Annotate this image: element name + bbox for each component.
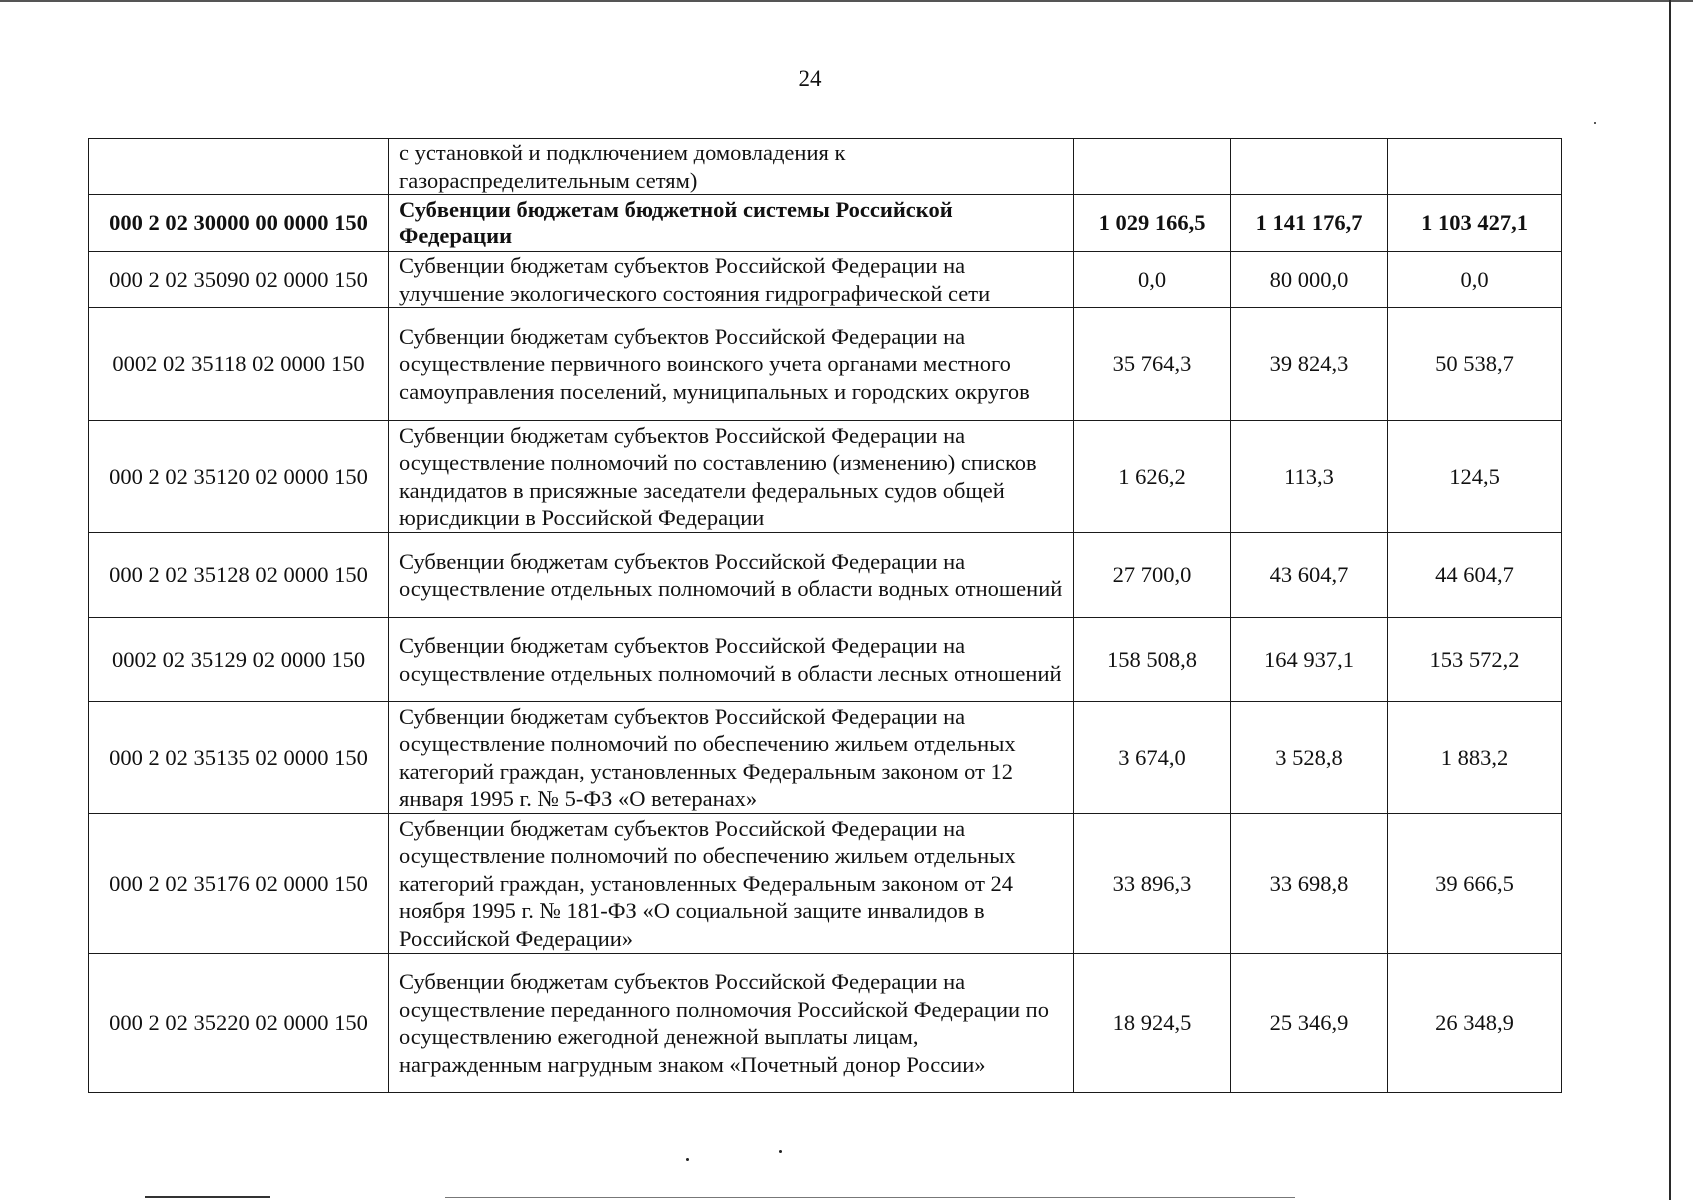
table-row: [89, 533, 1562, 618]
value-cell-1: [1074, 139, 1231, 195]
description-cell: Субвенции бюджетам субъектов Российской Федерации на осуществление первичного воинского учета органами местного самоуправления поселений, муниципальных и городских округов: [389, 308, 1074, 421]
scan-mark-bottom-left: [145, 1196, 270, 1198]
table-row: [89, 421, 1562, 533]
value-cell-2: [1231, 139, 1388, 195]
scan-edge-top: [0, 0, 1693, 2]
table-row: [89, 814, 1562, 954]
value-cell-3: 1 883,2: [1388, 702, 1562, 814]
description-cell: Субвенции бюджетам бюджетной системы Российской Федерации: [389, 195, 1074, 252]
value-cell-3: 0,0: [1388, 252, 1562, 308]
budget-code-cell: 000 2 02 35090 02 0000 150: [89, 252, 389, 308]
budget-code-cell: 000 2 02 35128 02 0000 150: [89, 533, 389, 618]
description-cell: Субвенции бюджетам субъектов Российской Федерации на осуществление отдельных полномочий в области лесных отношений: [389, 618, 1074, 702]
scan-mark-bottom-center: [445, 1197, 1295, 1198]
table-row: [89, 139, 1562, 195]
budget-code-cell: 0002 02 35129 02 0000 150: [89, 618, 389, 702]
value-cell-3: 153 572,2: [1388, 618, 1562, 702]
table-row: [89, 195, 1562, 252]
table-body: [89, 139, 1562, 1093]
value-cell-2: 25 346,9: [1231, 954, 1388, 1093]
value-cell-3: [1388, 139, 1562, 195]
value-cell-1: 1 029 166,5: [1074, 195, 1231, 252]
table-row: [89, 252, 1562, 308]
value-cell-1: 3 674,0: [1074, 702, 1231, 814]
value-cell-3: 44 604,7: [1388, 533, 1562, 618]
value-cell-2: 1 141 176,7: [1231, 195, 1388, 252]
table-row: [89, 618, 1562, 702]
description-cell: Субвенции бюджетам субъектов Российской Федерации на осуществление отдельных полномочий в области водных отношений: [389, 533, 1074, 618]
value-cell-1: 18 924,5: [1074, 954, 1231, 1093]
budget-code-cell: 000 2 02 35120 02 0000 150: [89, 421, 389, 533]
value-cell-1: 0,0: [1074, 252, 1231, 308]
budget-code-cell: [89, 139, 389, 195]
value-cell-3: 26 348,9: [1388, 954, 1562, 1093]
budget-code-cell: 000 2 02 30000 00 0000 150: [89, 195, 389, 252]
value-cell-2: 43 604,7: [1231, 533, 1388, 618]
value-cell-2: 113,3: [1231, 421, 1388, 533]
table-row: [89, 954, 1562, 1093]
description-cell: Субвенции бюджетам субъектов Российской Федерации на улучшение экологического состояния гидрографической сети: [389, 252, 1074, 308]
budget-code-cell: 0002 02 35118 02 0000 150: [89, 308, 389, 421]
value-cell-2: 33 698,8: [1231, 814, 1388, 954]
description-cell: с установкой и подключением домовладения к газораспределительным сетям): [389, 139, 1074, 195]
scan-dot: [1594, 122, 1596, 124]
value-cell-1: 35 764,3: [1074, 308, 1231, 421]
description-cell: Субвенции бюджетам субъектов Российской Федерации на осуществление полномочий по составлению (изменению) списков кандидатов в присяжные заседатели федеральных судов общей юрисдикции в Российской Федерации: [389, 421, 1074, 533]
value-cell-2: 39 824,3: [1231, 308, 1388, 421]
value-cell-3: 39 666,5: [1388, 814, 1562, 954]
value-cell-1: 158 508,8: [1074, 618, 1231, 702]
value-cell-3: 124,5: [1388, 421, 1562, 533]
description-cell: Субвенции бюджетам субъектов Российской Федерации на осуществление полномочий по обеспечению жильем отдельных категорий граждан, установленных Федеральным законом от 12 января 1995 г. № 5-ФЗ «О ветеранах»: [389, 702, 1074, 814]
value-cell-1: 27 700,0: [1074, 533, 1231, 618]
value-cell-1: 1 626,2: [1074, 421, 1231, 533]
scan-dot: [779, 1150, 782, 1153]
value-cell-2: 80 000,0: [1231, 252, 1388, 308]
value-cell-1: 33 896,3: [1074, 814, 1231, 954]
description-cell: Субвенции бюджетам субъектов Российской Федерации на осуществление переданного полномочия Российской Федерации по осуществлению ежегодной денежной выплаты лицам, награжденным нагрудным знаком «Почетный донор России»: [389, 954, 1074, 1093]
budget-code-cell: 000 2 02 35176 02 0000 150: [89, 814, 389, 954]
table-row: [89, 308, 1562, 421]
scan-edge-right: [1669, 0, 1671, 1200]
value-cell-3: 50 538,7: [1388, 308, 1562, 421]
table-row: [89, 702, 1562, 814]
description-cell: Субвенции бюджетам субъектов Российской Федерации на осуществление полномочий по обеспечению жильем отдельных категорий граждан, установленных Федеральным законом от 24 ноября 1995 г. № 181-ФЗ «О социальной защите инвалидов в Российской Федерации»: [389, 814, 1074, 954]
budget-code-cell: 000 2 02 35135 02 0000 150: [89, 702, 389, 814]
scan-dot: [686, 1158, 689, 1161]
value-cell-2: 164 937,1: [1231, 618, 1388, 702]
page-number: 24: [798, 66, 822, 91]
value-cell-2: 3 528,8: [1231, 702, 1388, 814]
budget-code-cell: 000 2 02 35220 02 0000 150: [89, 954, 389, 1093]
value-cell-3: 1 103 427,1: [1388, 195, 1562, 252]
budget-table: [88, 138, 1562, 1093]
